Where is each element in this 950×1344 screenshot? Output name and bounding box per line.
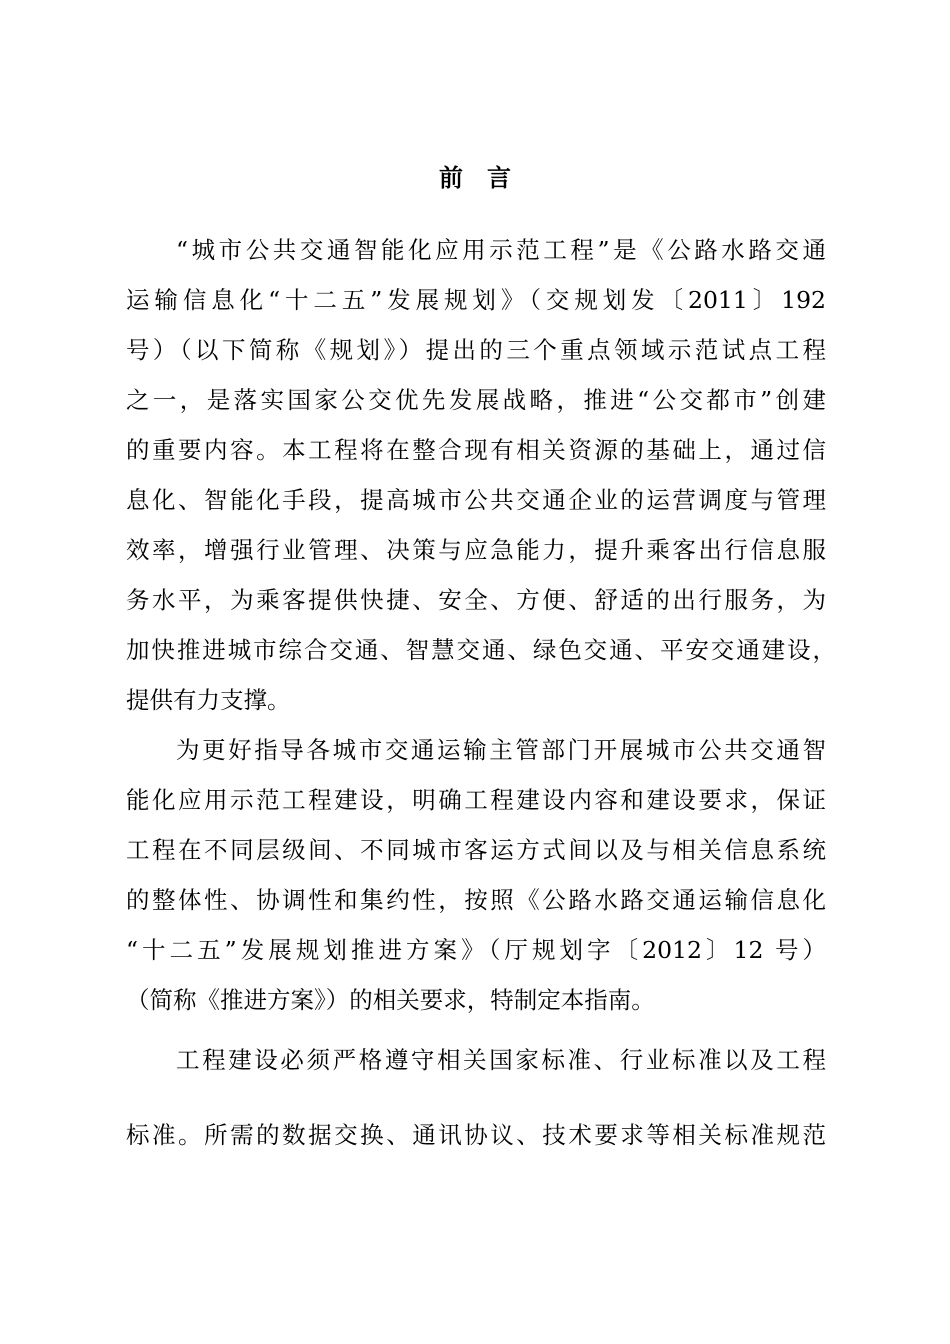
paragraph-line: 效率，增强行业管理、决策与应急能力，提升乘客出行信息服 — [126, 536, 826, 564]
page-title: 前言 — [439, 163, 535, 192]
paragraph-line: 为更好指导各城市交通运输主管部门开展城市公共交通智 — [176, 736, 826, 764]
paragraph-line: 标准。所需的数据交换、通讯协议、技术要求等相关标准规范 — [126, 1121, 826, 1149]
paragraph-line: “十二五”发展规划推进方案》（厅规划字〔2012〕12 号） — [126, 936, 826, 964]
paragraph-line: “城市公共交通智能化应用示范工程”是《公路水路交通 — [176, 236, 826, 264]
paragraph-line: （简称《推进方案》）的相关要求，特制定本指南。 — [126, 986, 655, 1014]
paragraph-line: 务水平，为乘客提供快捷、安全、方便、舒适的出行服务，为 — [126, 586, 826, 614]
paragraph-line: 能化应用示范工程建设，明确工程建设内容和建设要求，保证 — [126, 786, 826, 814]
paragraph-line: 之一，是落实国家公交优先发展战略，推进“公交都市”创建 — [126, 386, 826, 414]
paragraph-line: 加快推进城市综合交通、智慧交通、绿色交通、平安交通建设， — [126, 636, 836, 664]
paragraph-line: 的重要内容。本工程将在整合现有相关资源的基础上，通过信 — [126, 436, 826, 464]
paragraph-line: 号）（以下简称《规划》）提出的三个重点领域示范试点工程 — [126, 336, 826, 364]
paragraph-line: 提供有力支撑。 — [126, 686, 291, 714]
paragraph-line: 运输信息化“十二五”发展规划》（交规划发〔2011〕192 — [126, 286, 826, 314]
paragraph-line: 的整体性、协调性和集约性，按照《公路水路交通运输信息化 — [126, 886, 826, 914]
paragraph-line: 工程在不同层级间、不同城市客运方式间以及与相关信息系统 — [126, 836, 826, 864]
paragraph-line: 工程建设必须严格遵守相关国家标准、行业标准以及工程 — [176, 1046, 826, 1074]
paragraph-line: 息化、智能化手段，提高城市公共交通企业的运营调度与管理 — [126, 486, 826, 514]
